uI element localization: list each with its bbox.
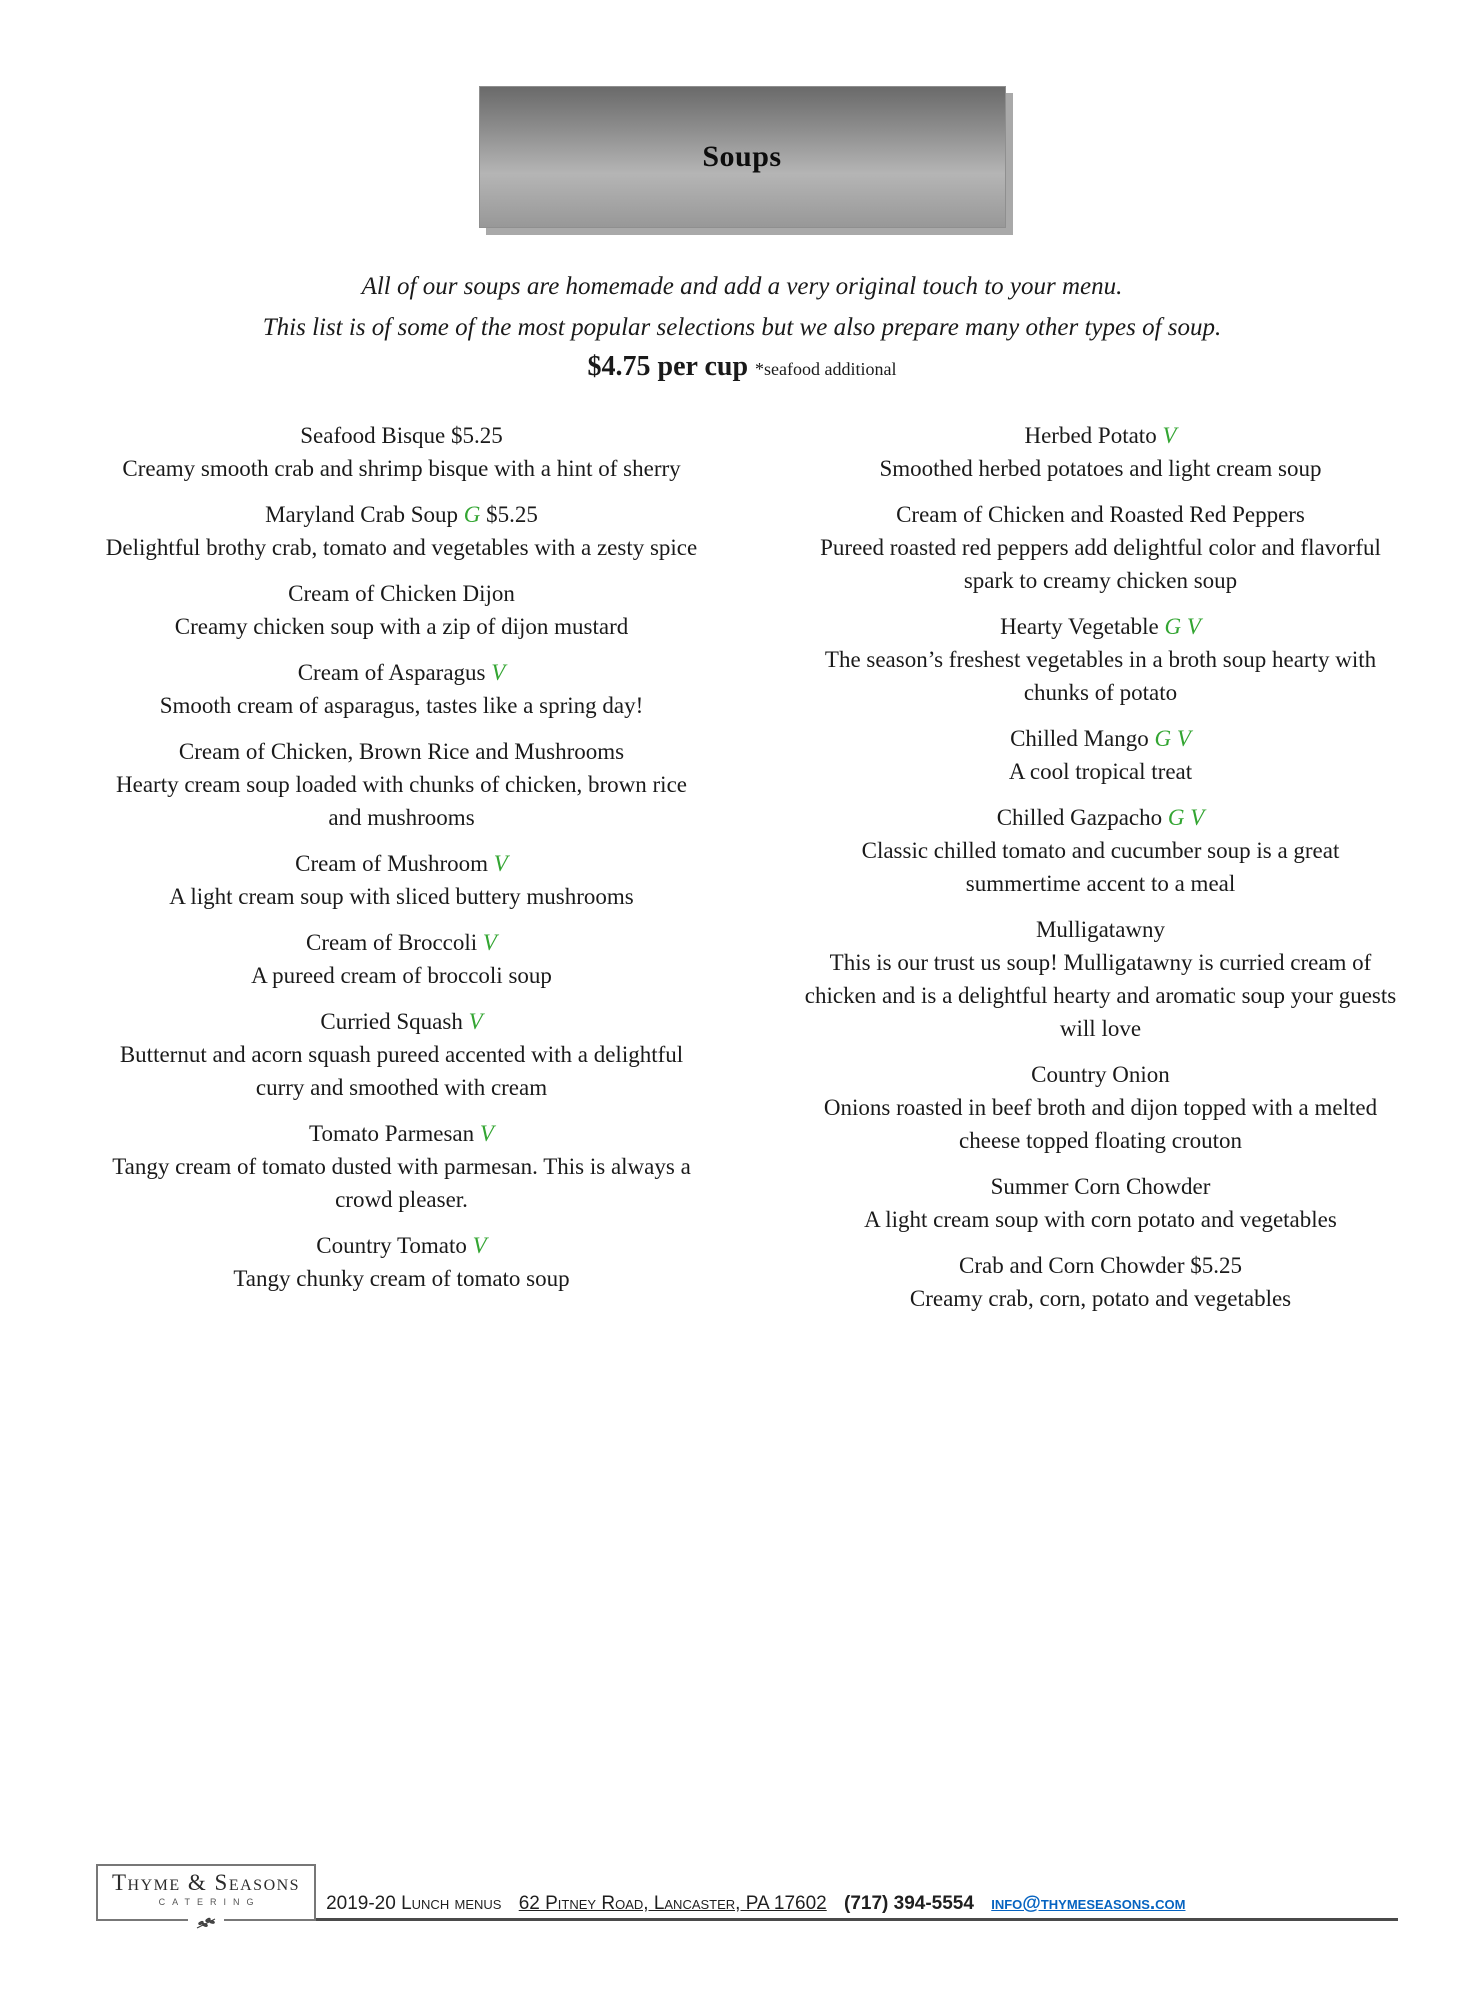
dietary-marker: V [488, 851, 508, 876]
menu-item [104, 656, 699, 722]
dietary-marker: V [462, 1009, 483, 1034]
menu-item [104, 735, 699, 834]
item-description: Classic chilled tomato and cucumber soup is a great summertime accent to a meal [861, 838, 1340, 896]
dietary-marker: V [477, 930, 497, 955]
thyme-sprig-icon [188, 1913, 224, 1931]
item-description: The season’s freshest vegetables in a broth soup hearty with chunks of potato [824, 647, 1377, 705]
item-description: Delightful brothy crab, tomato and vegetables with a zesty spice [105, 535, 698, 560]
menu-item [104, 847, 699, 913]
item-name: Country Tomato [316, 1233, 467, 1258]
item-title [803, 913, 1398, 946]
item-description: Creamy smooth crab and shrimp bisque with a hint of sherry [122, 456, 681, 481]
menu-item [104, 1229, 699, 1295]
item-title [803, 419, 1398, 452]
footer-phone: (717) 394-5554 [844, 1893, 974, 1914]
item-name: Cream of Broccoli [306, 930, 478, 955]
item-description: Creamy chicken soup with a zip of dijon mustard [174, 614, 629, 639]
menu-item [803, 722, 1398, 788]
menu-item [803, 1170, 1398, 1236]
menu-item [104, 926, 699, 992]
item-title [104, 1005, 699, 1038]
item-description: A pureed cream of broccoli soup [251, 963, 552, 988]
item-description: Onions roasted in beef broth and dijon topped with a melted cheese topped floating crouton [823, 1095, 1378, 1153]
dietary-marker: G V [1148, 726, 1191, 751]
item-name: Maryland Crab Soup [265, 502, 459, 527]
item-price: $5.25 [1184, 1253, 1242, 1278]
dietary-marker: V [1156, 423, 1177, 448]
item-description: A light cream soup with corn potato and vegetables [864, 1207, 1337, 1232]
item-description: Smoothed herbed potatoes and light cream soup [879, 456, 1322, 481]
item-description: Smooth cream of asparagus, tastes like a spring day! [159, 693, 644, 718]
company-logo [96, 1864, 316, 1921]
seafood-note: *seafood additional [755, 359, 897, 379]
dietary-marker: V [474, 1121, 494, 1146]
item-price: $5.25 [445, 423, 503, 448]
menu-page [0, 86, 1484, 2006]
item-name: Country Onion [1031, 1062, 1170, 1087]
menu-columns [0, 419, 1484, 1328]
item-title [803, 498, 1398, 531]
item-title [104, 1229, 699, 1262]
dietary-marker: G V [1162, 805, 1205, 830]
item-title [104, 656, 699, 689]
item-description: Tangy cream of tomato dusted with parmesan. This is always a crowd pleaser. [112, 1154, 691, 1212]
dietary-marker: V [466, 1233, 487, 1258]
dietary-marker: V [485, 660, 506, 685]
footer-info-line [316, 1893, 1398, 1921]
menu-item [803, 419, 1398, 485]
item-description: Hearty cream soup loaded with chunks of chicken, brown rice and mushrooms [116, 772, 687, 830]
menu-item [803, 913, 1398, 1045]
item-description: Pureed roasted red peppers add delightful color and flavorful spark to creamy chicken soup [820, 535, 1381, 593]
header-plaque [479, 86, 1006, 228]
item-name: Mulligatawny [1035, 917, 1166, 942]
item-name: Summer Corn Chowder [990, 1174, 1211, 1199]
intro-line-1: All of our soups are homemade and add a very original touch to your menu. [361, 273, 1123, 300]
item-title [104, 419, 699, 452]
item-title [803, 610, 1398, 643]
item-name: Curried Squash [320, 1009, 463, 1034]
base-price: $4.75 per cup [587, 351, 749, 382]
footer-address: 62 Pitney Road, Lancaster, PA 17602 [518, 1893, 827, 1914]
item-title [104, 577, 699, 610]
item-name: Chilled Gazpacho [996, 805, 1163, 830]
item-title [803, 801, 1398, 834]
page-title: Soups [702, 140, 782, 173]
menu-item [803, 1249, 1398, 1315]
item-name: Cream of Mushroom [295, 851, 489, 876]
intro-text [0, 266, 1484, 348]
menu-item [803, 610, 1398, 709]
footer [96, 1864, 1398, 1921]
logo-subtitle: CATERING [158, 1897, 261, 1907]
item-name: Cream of Asparagus [297, 660, 486, 685]
item-title [104, 1117, 699, 1150]
item-description: A cool tropical treat [1008, 759, 1193, 784]
item-title [104, 498, 699, 531]
footer-menu-label: 2019-20 Lunch menus [326, 1893, 502, 1914]
item-name: Cream of Chicken and Roasted Red Peppers [896, 502, 1305, 527]
menu-item [104, 1005, 699, 1104]
item-name: Hearty Vegetable [1000, 614, 1159, 639]
footer-email-link[interactable]: info@thymeseasons.com [991, 1893, 1186, 1914]
item-title [803, 722, 1398, 755]
menu-column-left [104, 419, 699, 1328]
item-name: Crab and Corn Chowder [959, 1253, 1185, 1278]
menu-item [104, 498, 699, 564]
menu-item [803, 1058, 1398, 1157]
item-price: $5.25 [480, 502, 538, 527]
menu-item [803, 498, 1398, 597]
menu-item [104, 577, 699, 643]
item-name: Tomato Parmesan [309, 1121, 475, 1146]
menu-item [803, 801, 1398, 900]
item-name: Herbed Potato [1024, 423, 1157, 448]
item-description: Butternut and acorn squash pureed accented with a delightful curry and smoothed with cream [119, 1042, 684, 1100]
menu-column-right [803, 419, 1398, 1328]
item-name: Chilled Mango [1010, 726, 1149, 751]
item-title [803, 1249, 1398, 1282]
dietary-marker: G V [1158, 614, 1201, 639]
price-line [0, 351, 1484, 383]
item-title [104, 847, 699, 880]
item-name: Seafood Bisque [300, 423, 446, 448]
menu-item [104, 419, 699, 485]
item-title [803, 1170, 1398, 1203]
item-description: Tangy chunky cream of tomato soup [233, 1266, 570, 1291]
menu-item [104, 1117, 699, 1216]
item-name: Cream of Chicken, Brown Rice and Mushrooms [178, 739, 625, 764]
item-title [104, 735, 699, 768]
logo-name: Thyme & Seasons [112, 1870, 301, 1895]
item-description: Creamy crab, corn, potato and vegetables [909, 1286, 1292, 1311]
item-title [104, 926, 699, 959]
item-title [803, 1058, 1398, 1091]
item-description: This is our trust us soup! Mulligatawny is curried cream of chicken and is a delightful hearty and aromatic soup your guests will love [804, 950, 1397, 1041]
dietary-marker: G [458, 502, 481, 527]
item-description: A light cream soup with sliced buttery mushrooms [169, 884, 634, 909]
item-name: Cream of Chicken Dijon [288, 581, 515, 606]
intro-line-2: This list is of some of the most popular selections but we also prepare many other types of soup. [262, 314, 1222, 341]
